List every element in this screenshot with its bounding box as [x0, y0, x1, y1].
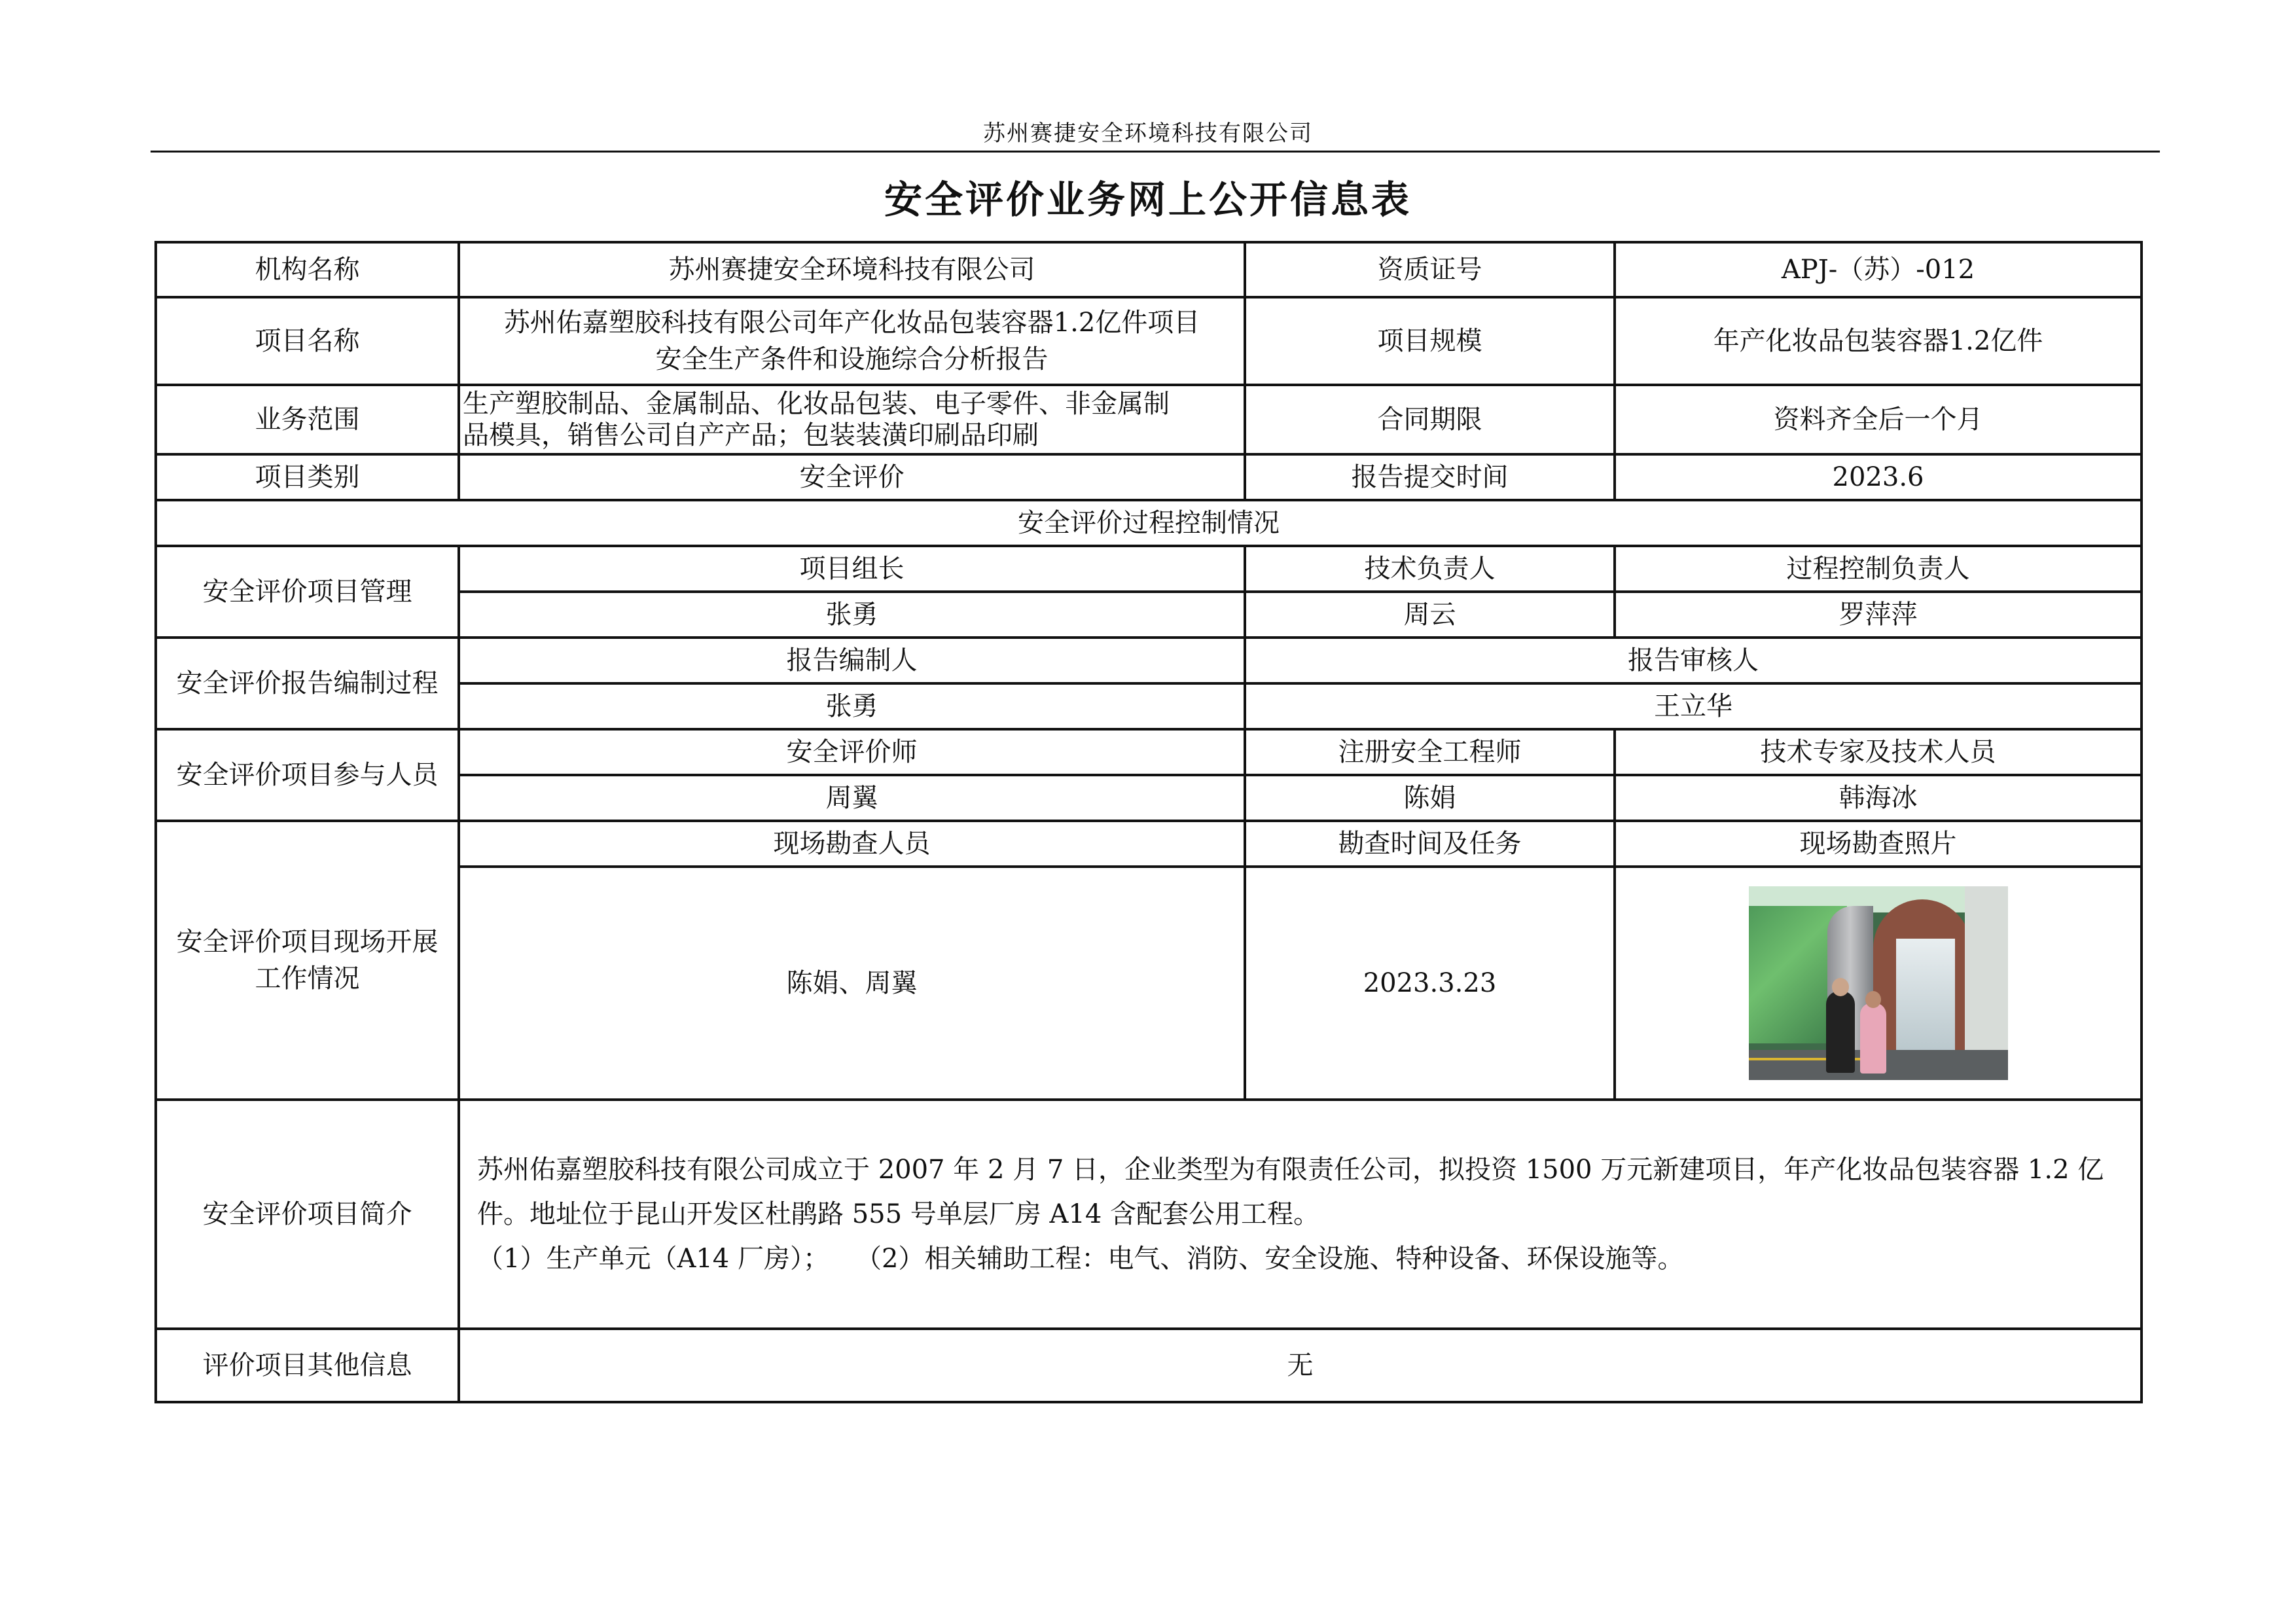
participants-value-evaluator: 周翼 [459, 775, 1245, 821]
participants-value-engineer: 陈娟 [1245, 775, 1615, 821]
org-name-value: 苏州赛捷安全环境科技有限公司 [459, 242, 1245, 297]
site-value-time: 2023.3.23 [1245, 867, 1615, 1100]
site-value-staff: 陈娟、周翼 [459, 867, 1245, 1100]
site-photo-cell [1615, 867, 2142, 1100]
participants-header-evaluator: 安全评价师 [459, 729, 1245, 775]
cert-number-value: APJ-（苏）-012 [1615, 242, 2142, 297]
contract-period-label: 合同期限 [1245, 385, 1615, 454]
site-work-label [156, 821, 459, 1100]
other-info-value: 无 [459, 1329, 2142, 1402]
table-row [156, 297, 2142, 385]
site-work-label-line2: 工作情况 [255, 964, 360, 994]
management-value-process: 罗萍萍 [1615, 592, 2142, 638]
table-row [156, 1100, 2142, 1329]
intro-units: （1）生产单元（A14 厂房）； （2）相关辅助工程：电气、消防、安全设施、特种设备、环保设施等。 [477, 1244, 1684, 1274]
compile-value-author: 张勇 [459, 683, 1245, 729]
table-row [156, 1329, 2142, 1402]
org-name-label: 机构名称 [156, 242, 459, 297]
compile-header-reviewer: 报告审核人 [1245, 638, 2142, 683]
header-divider [151, 151, 2160, 153]
intro-paragraph: 苏州佑嘉塑胶科技有限公司成立于 2007 年 2 月 7 日，企业类型为有限责任公司，拟投资 1500 万元新建项目，年产化妆品包装容器 1.2 亿件。地址位于昆山开发区杜鹃路 555 号单层厂房 A14 含配套公用工程。 [477, 1155, 2104, 1229]
management-header-process: 过程控制负责人 [1615, 546, 2142, 592]
project-scale-value: 年产化妆品包装容器1.2亿件 [1615, 297, 2142, 385]
contract-period-value: 资料齐全后一个月 [1615, 385, 2142, 454]
compile-label: 安全评价报告编制过程 [156, 638, 459, 729]
table-row [156, 546, 2142, 592]
intro-content [459, 1100, 2142, 1329]
compile-value-reviewer: 王立华 [1245, 683, 2142, 729]
site-header-photo: 现场勘查照片 [1615, 821, 2142, 867]
cert-number-label: 资质证号 [1245, 242, 1615, 297]
report-submit-value: 2023.6 [1615, 454, 2142, 500]
business-scope-line1: 生产塑胶制品、金属制品、化妆品包装、电子零件、非金属制 [463, 389, 1170, 419]
page-title: 安全评价业务网上公开信息表 [884, 177, 1412, 222]
management-label: 安全评价项目管理 [156, 546, 459, 638]
site-header-staff: 现场勘查人员 [459, 821, 1245, 867]
business-scope-line2: 品模具，销售公司自产产品；包装装潢印刷品印刷 [463, 420, 1039, 450]
project-category-label: 项目类别 [156, 454, 459, 500]
participants-header-engineer: 注册安全工程师 [1245, 729, 1615, 775]
participants-header-expert: 技术专家及技术人员 [1615, 729, 2142, 775]
participants-value-expert: 韩海冰 [1615, 775, 2142, 821]
table-row [156, 454, 2142, 500]
management-header-leader: 项目组长 [459, 546, 1245, 592]
site-inspection-photo [1749, 886, 2008, 1080]
site-work-label-line1: 安全评价项目现场开展 [176, 927, 439, 957]
project-scale-label: 项目规模 [1245, 297, 1615, 385]
table-row [156, 242, 2142, 297]
project-category-value: 安全评价 [459, 454, 1245, 500]
intro-label: 安全评价项目简介 [156, 1100, 459, 1329]
business-scope-value [459, 385, 1245, 454]
compile-header-author: 报告编制人 [459, 638, 1245, 683]
table-row [156, 821, 2142, 867]
management-value-leader: 张勇 [459, 592, 1245, 638]
business-scope-label: 业务范围 [156, 385, 459, 454]
project-name-label: 项目名称 [156, 297, 459, 385]
project-name-line2: 安全生产条件和设施综合分析报告 [655, 344, 1049, 374]
page-header-company: 苏州赛捷安全环境科技有限公司 [983, 120, 1313, 147]
table-row [156, 729, 2142, 775]
other-info-label: 评价项目其他信息 [156, 1329, 459, 1402]
project-name-value [459, 297, 1245, 385]
table-row [156, 638, 2142, 683]
report-submit-label: 报告提交时间 [1245, 454, 1615, 500]
table-row [156, 500, 2142, 546]
info-table [154, 241, 2143, 1403]
management-value-tech: 周云 [1245, 592, 1615, 638]
management-header-tech: 技术负责人 [1245, 546, 1615, 592]
project-name-line1: 苏州佑嘉塑胶科技有限公司年产化妆品包装容器1.2亿件项目 [503, 308, 1200, 338]
participants-label: 安全评价项目参与人员 [156, 729, 459, 821]
site-header-time: 勘查时间及任务 [1245, 821, 1615, 867]
table-row [156, 385, 2142, 454]
process-section-title: 安全评价过程控制情况 [156, 500, 2142, 546]
